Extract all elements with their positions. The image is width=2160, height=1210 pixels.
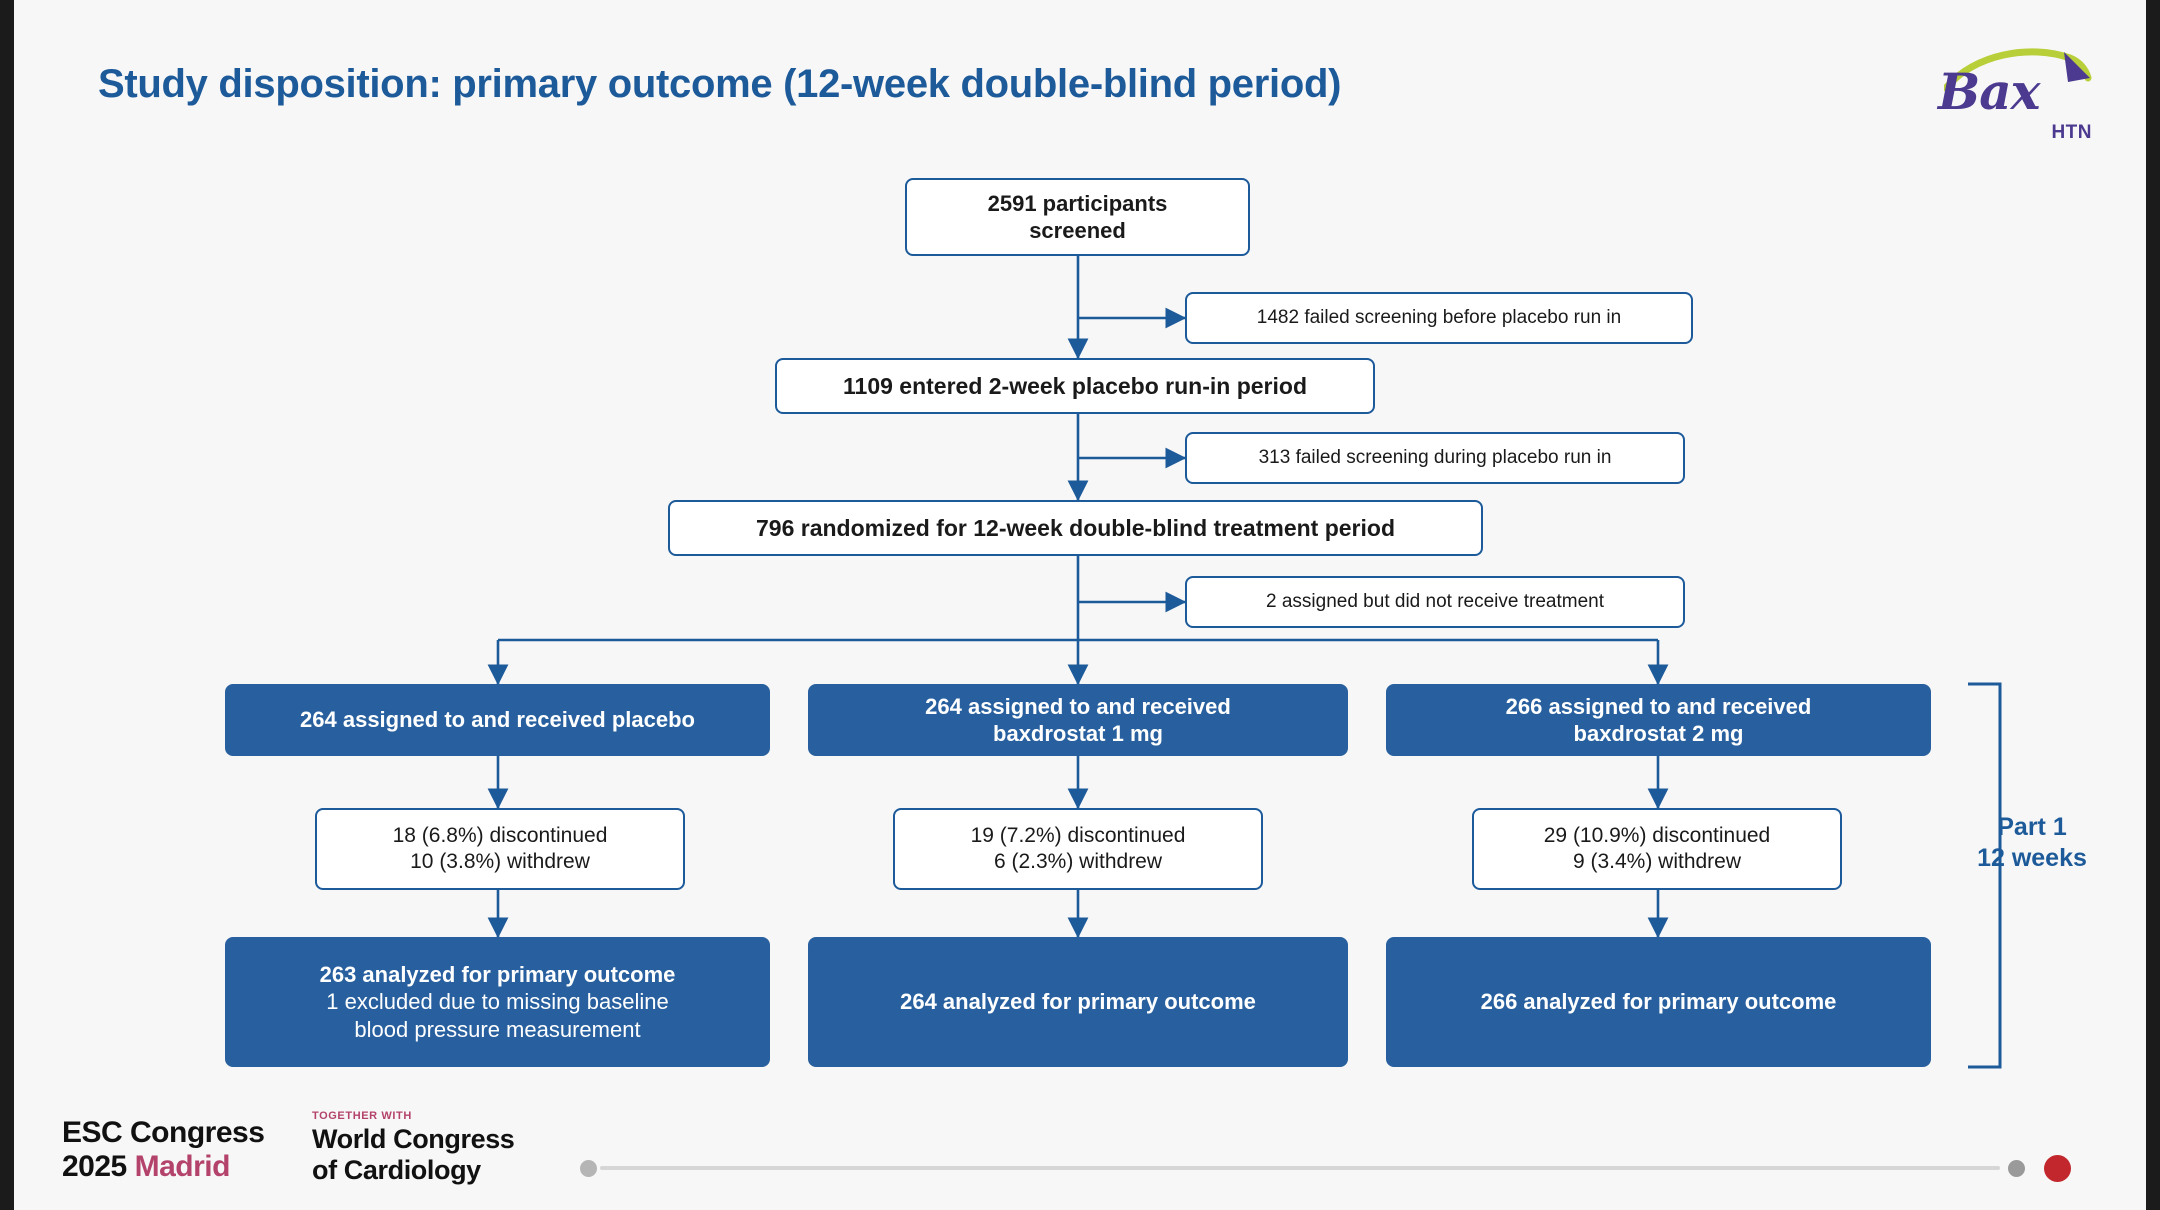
baxhtn-logo [1938, 48, 2098, 158]
esc-line1: ESC Congress [62, 1116, 265, 1149]
esc-line2 [62, 1150, 264, 1184]
world-congress-cardiology-logo [312, 1124, 514, 1186]
page-title: Study disposition: primary outcome (12-week double-blind period) [98, 62, 1342, 106]
node-arm-placebo-discontinued [315, 808, 685, 890]
node-arm-placebo-assigned [225, 684, 770, 756]
arm1-analyzed-line2: 1 excluded due to missing baseline [326, 989, 669, 1015]
node-arm-bax1mg-discontinued [893, 808, 1263, 890]
arm2-disc-line2: 6 (2.3%) withdrew [993, 850, 1163, 873]
progress-dot-current[interactable] [2044, 1155, 2071, 1182]
esc-congress-logo [62, 1116, 264, 1183]
arm3-disc-line1: 29 (10.9%) discontinued [1543, 823, 1771, 847]
part-1-label [1942, 812, 2122, 875]
node-arm-bax2mg-assigned [1386, 684, 1931, 756]
arm3-analyzed-line1: 266 analyzed for primary outcome [1480, 989, 1837, 1015]
node-arm-placebo-analyzed [225, 937, 770, 1067]
progress-dot-middle[interactable] [2008, 1160, 2025, 1177]
node-arm-bax1mg-assigned [808, 684, 1348, 756]
node-randomized: 796 randomized for 12-week double-blind treatment period [668, 500, 1483, 556]
node-screened-line2: screened [1029, 218, 1126, 243]
arm1-analyzed-line1: 263 analyzed for primary outcome [319, 961, 676, 987]
wcc-line2: of Cardiology [312, 1154, 481, 1185]
node-arm-bax1mg-analyzed [808, 937, 1348, 1067]
node-screened [905, 178, 1250, 256]
part-label-line2: 12 weeks [1977, 844, 2087, 873]
logo-subtext: HTN [2051, 122, 2092, 143]
node-arm-bax2mg-discontinued [1472, 808, 1842, 890]
node-screened-line1: 2591 participants [987, 190, 1168, 216]
arm1-assigned-line1: 264 assigned to and received placebo [300, 707, 695, 733]
arm2-analyzed-line1: 264 analyzed for primary outcome [900, 989, 1256, 1015]
arm2-assigned-line1: 264 assigned to and received [925, 693, 1231, 719]
progress-track[interactable] [600, 1166, 2000, 1170]
progress-dot-start[interactable] [580, 1160, 597, 1177]
node-excluded-2: 313 failed screening during placebo run in [1185, 432, 1685, 484]
esc-year: 2025 [62, 1149, 127, 1183]
arm3-assigned-line2: baxdrostat 2 mg [1573, 721, 1744, 746]
arm3-assigned-line1: 266 assigned to and received [1505, 693, 1812, 719]
right-letterbox [2146, 0, 2160, 1210]
arm1-disc-line2: 10 (3.8%) withdrew [410, 850, 590, 873]
node-excluded-3: 2 assigned but did not receive treatment [1185, 576, 1685, 628]
arm3-disc-line2: 9 (3.4%) withdrew [1572, 850, 1742, 873]
arm1-analyzed-line3: blood pressure measurement [354, 1016, 641, 1042]
left-letterbox [0, 0, 14, 1210]
node-excluded-1: 1482 failed screening before placebo run in [1185, 292, 1693, 344]
arm1-disc-line1: 18 (6.8%) discontinued [392, 823, 608, 847]
logo-wordmark: Bax [1938, 62, 2040, 121]
together-with-label: TOGETHER WITH [312, 1110, 412, 1122]
node-arm-bax2mg-analyzed [1386, 937, 1931, 1067]
node-run-in: 1109 entered 2-week placebo run-in period [775, 358, 1375, 414]
part-label-line1: Part 1 [1997, 813, 2067, 841]
arm2-disc-line1: 19 (7.2%) discontinued [970, 823, 1186, 847]
esc-city: Madrid [134, 1149, 230, 1183]
slide-footer [0, 1098, 2160, 1210]
wcc-line1: World Congress [312, 1124, 515, 1154]
arm2-assigned-line2: baxdrostat 1 mg [993, 721, 1163, 746]
